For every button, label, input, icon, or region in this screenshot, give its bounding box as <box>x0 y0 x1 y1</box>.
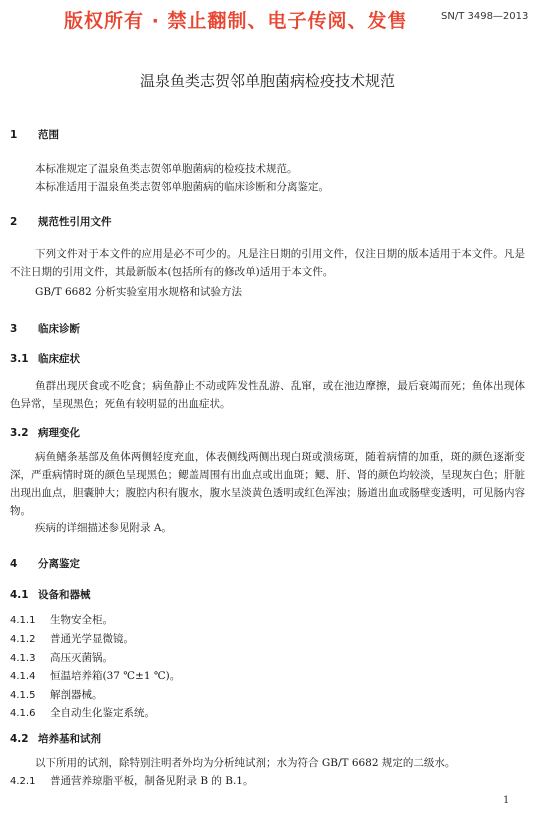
item-text: 普通营养琼脂平板，制备见附录 B 的 B.1。 <box>50 775 254 787</box>
section-title: 临床诊断 <box>38 323 80 335</box>
section-4-heading <box>10 556 525 571</box>
item-number: 4.1.4 <box>10 671 36 682</box>
section-title: 设备和器械 <box>38 589 91 601</box>
equipment-item <box>10 612 525 627</box>
item-number: 4.1.2 <box>10 634 36 645</box>
section-number: 3 <box>10 323 18 335</box>
section-2-paragraph: 下列文件对于本文件的应用是必不可少的。凡是注日期的引用文件，仅注日期的版本适用于本文件。凡是不注日期的引用文件，其最新版本(包括所有的修改单)适用于本文件。 <box>10 248 525 278</box>
item-number: 4.1.1 <box>10 615 36 626</box>
section-number: 3.2 <box>10 427 29 439</box>
section-3-1-paragraph: 鱼群出现厌食或不吃食；病鱼静止不动或阵发性乱游、乱窜，或在池边摩擦，最后衰竭而死；鱼体出现体色异常，呈现黑色；死鱼有较明显的出血症状。 <box>10 380 525 410</box>
section-title: 培养基和试剂 <box>38 733 101 745</box>
item-number: 4.2.1 <box>10 776 36 787</box>
page-number: 1 <box>503 795 510 806</box>
section-4-2-heading <box>10 731 525 746</box>
section-1-paragraph-1: 本标准规定了温泉鱼类志贺邻单胞菌病的检疫技术规范。 <box>35 163 298 175</box>
item-text: 普通光学显微镜。 <box>50 633 134 645</box>
item-number: 4.1.6 <box>10 708 36 719</box>
normative-reference: GB/T 6682 分析实验室用水规格和试验方法 <box>35 286 243 298</box>
section-3-2-heading <box>10 425 525 440</box>
section-title: 临床症状 <box>38 353 80 365</box>
section-number: 4.2 <box>10 733 29 745</box>
item-text: 恒温培养箱(37 ℃±1 ℃)。 <box>50 670 181 682</box>
section-3-2-paragraph-1: 病鱼鳍条基部及鱼体两侧轻度充血，体表侧线两侧出现白斑或溃疡斑，随着病情的加重，斑的颜色逐渐变深，严重病情时斑的颜色呈现黑色；鳃盖周围有出血点或出血斑；鳃、肝、肾的颜色均较淡，呈现灰白色；肝脏出现出血点，胆囊肿大；腹腔内积有腹水，腹水呈淡黄色透明或红色浑浊；肠道出血或肠壁变透明，可见肠内容物。 <box>10 451 525 517</box>
section-3-2-paragraph-2: 疾病的详细描述参见附录 A。 <box>35 522 172 534</box>
section-4-2-1-item <box>10 773 525 788</box>
section-number: 2 <box>10 216 18 228</box>
section-title: 范围 <box>38 129 59 141</box>
equipment-item <box>10 631 525 646</box>
section-number: 4 <box>10 558 18 570</box>
equipment-item <box>10 650 525 665</box>
standard-number: SN/T 3498—2013 <box>441 11 529 22</box>
section-title: 病理变化 <box>38 427 80 439</box>
item-text: 生物安全柜。 <box>50 614 113 626</box>
section-3-1-heading <box>10 351 525 366</box>
section-1-paragraph-2: 本标准适用于温泉鱼类志贺邻单胞菌病的临床诊断和分离鉴定。 <box>35 181 329 193</box>
item-text: 解剖器械。 <box>50 689 103 701</box>
equipment-item <box>10 705 525 720</box>
section-number: 4.1 <box>10 589 29 601</box>
copyright-watermark: 版权所有 · 禁止翻制、电子传阅、发售 <box>64 10 408 32</box>
section-4-2-paragraph: 以下所用的试剂，除特别注明者外均为分析纯试剂；水为符合 GB/T 6682 规定的二级水。 <box>35 757 456 769</box>
item-text: 全自动生化鉴定系统。 <box>50 707 155 719</box>
section-4-1-heading <box>10 587 525 602</box>
item-text: 高压灭菌锅。 <box>50 652 113 664</box>
section-title: 分离鉴定 <box>38 558 80 570</box>
section-number: 1 <box>10 129 18 141</box>
item-number: 4.1.5 <box>10 690 36 701</box>
section-number: 3.1 <box>10 353 29 365</box>
section-2-heading <box>10 214 525 229</box>
document-title: 温泉鱼类志贺邻单胞菌病检疫技术规范 <box>139 72 395 90</box>
section-3-heading <box>10 321 525 336</box>
item-number: 4.1.3 <box>10 653 36 664</box>
section-1-heading <box>10 127 525 142</box>
equipment-item <box>10 668 525 683</box>
equipment-item <box>10 687 525 702</box>
section-title: 规范性引用文件 <box>38 216 112 228</box>
